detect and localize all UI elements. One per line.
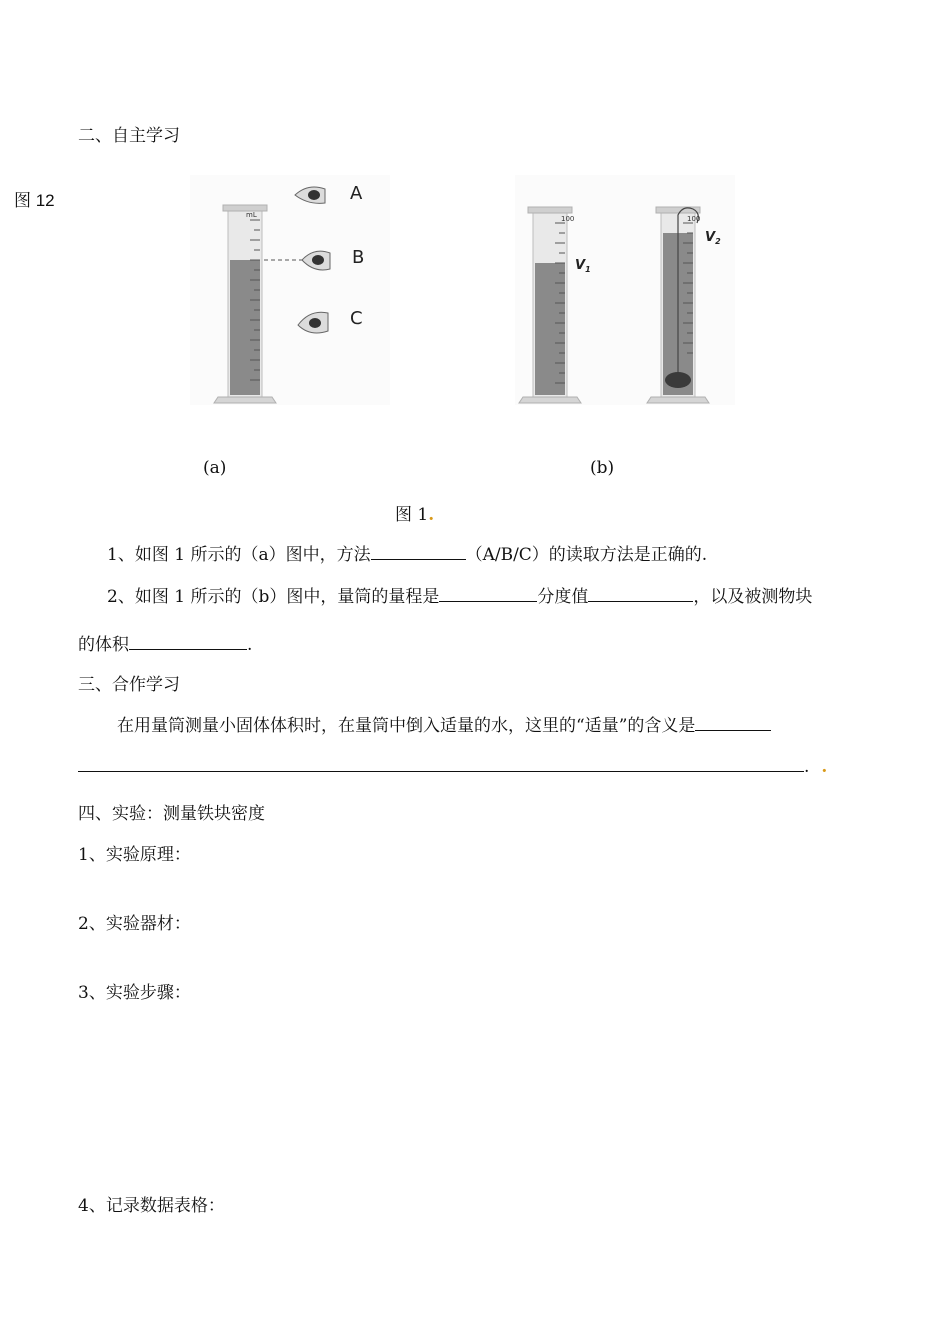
eye-label-a: A [350, 183, 363, 204]
answer-blank-coop-1[interactable] [695, 716, 771, 731]
section-heading-cooperative: 三、合作学习 [78, 675, 180, 695]
cylinder1-scale-top: 100 [561, 215, 575, 223]
item-steps: 3、实验步骤： [78, 983, 191, 1003]
answer-blank-coop-2[interactable] [78, 757, 804, 772]
answer-blank-division[interactable] [588, 587, 693, 602]
section-heading-self-study: 二、自主学习 [78, 126, 180, 146]
cylinder2-scale-top: 100 [687, 215, 701, 223]
coop-question: 在用量筒测量小固体体积时，在量筒中倒入适量的水，这里的“适量”的含义是 [117, 711, 771, 736]
answer-blank-volume[interactable] [129, 635, 247, 650]
v2-label: $V_2$ [705, 230, 721, 246]
cylinder-unit-label: mL [246, 211, 257, 219]
iron-block [665, 372, 691, 388]
question-2-line2: 的体积 . [78, 635, 253, 655]
caption-b: (b) [590, 458, 615, 478]
item-principle: 1、实验原理： [78, 845, 191, 865]
section-heading-experiment: 四、实验：测量铁块密度 [78, 804, 265, 824]
figure-title: 图 1. [395, 505, 435, 525]
answer-blank-range[interactable] [439, 587, 537, 602]
question-1: 1、如图 1 所示的（a）图中，方法 （A/B/C）的读取方法是正确的. [107, 545, 708, 565]
caption-a: (a) [203, 458, 227, 478]
eye-label-b: B [352, 247, 365, 268]
answer-blank-q1[interactable] [371, 545, 466, 560]
item-data-table: 4、记录数据表格： [78, 1196, 225, 1216]
v1-label: $V_1$ [575, 258, 591, 274]
coop-question-line2: . . [78, 757, 827, 777]
figure-a-cylinder-reading [190, 175, 390, 405]
item-equipment: 2、实验器材： [78, 914, 191, 934]
figure-b-volume-measurement [515, 175, 735, 405]
question-2-line1: 2、如图 1 所示的（b）图中，量筒的量程是 分度值 ，以及被测物块 [107, 587, 813, 607]
figure-side-label: 图 12 [14, 191, 55, 210]
eye-label-c: C [350, 308, 363, 329]
